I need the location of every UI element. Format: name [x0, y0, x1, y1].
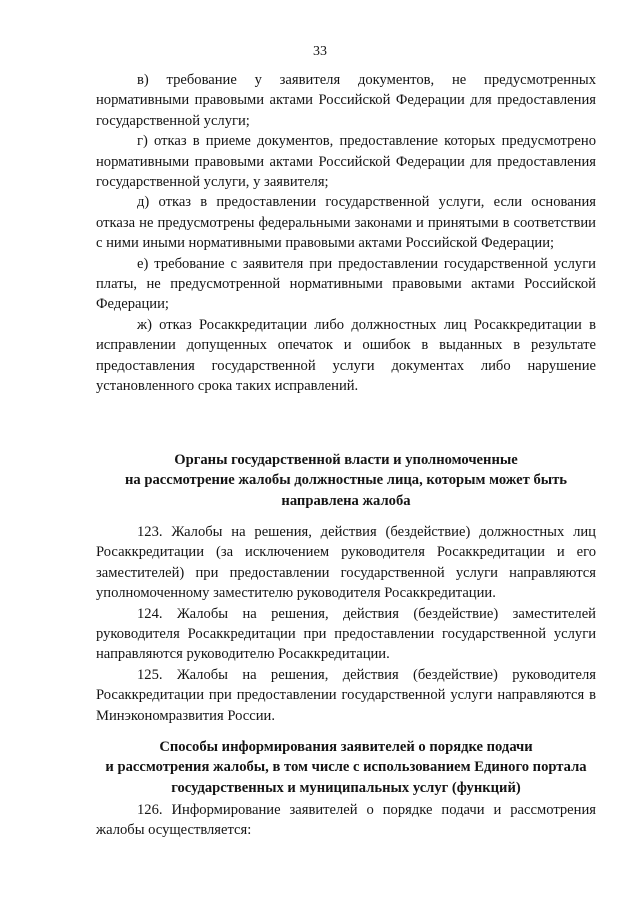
list-item-v: в) требование у заявителя документов, не предусмотренных нормативными правовыми актами Российской Федерации для предоставления государственной услуги; [96, 72, 596, 129]
section-body-authorities [96, 522, 596, 726]
heading-line: государственных и муниципальных услуг (функций) [171, 779, 521, 796]
heading-line: направлена жалоба [281, 492, 411, 509]
section-heading-informing [96, 737, 596, 798]
section-body-informing [96, 800, 596, 841]
paragraph-125: 125. Жалобы на решения, действия (бездействие) руководителя Росаккредитации при предоставлении государственной услуги направляются в Минэкономразвития России. [96, 666, 596, 724]
heading-line: на рассмотрение жалобы должностные лица, которым может быть [124, 472, 568, 489]
paragraph-124: 124. Жалобы на решения, действия (бездействие) заместителей руководителя Росаккредитации при предоставлении государственной услуги направляются руководителю Росаккредитации. [96, 605, 596, 663]
grounds-list [96, 70, 596, 397]
paragraph-123: 123. Жалобы на решения, действия (бездействие) должностных лиц Росаккредитации (за исключением руководителя Росаккредитации и его заместителей) при предоставлении государственной услуги направляются уполномоченному заместителю руководителя Росаккредитации. [96, 524, 596, 602]
heading-line: Органы государственной власти и уполномоченные [174, 452, 518, 468]
paragraph-126: 126. Информирование заявителей о порядке подачи и рассмотрения жалобы осуществляется: [96, 802, 596, 839]
list-item-d: д) отказ в предоставлении государственной услуги, если основания отказа не предусмотрены федеральными законами и принятыми в соответствии с ними иными нормативными правовыми актами Российской Федерации; [96, 194, 596, 252]
section-heading-authorities [96, 450, 596, 511]
heading-line: Способы информирования заявителей о порядке подачи [159, 739, 533, 755]
list-item-g: г) отказ в приеме документов, предоставление которых предусмотрено нормативными правовыми актами Российской Федерации для предоставления государственной услуги, у заявителя; [96, 133, 596, 191]
page-number: 33 [313, 44, 327, 59]
list-item-zh: ж) отказ Росаккредитации либо должностных лиц Росаккредитации в исправлении допущенных опечаток и ошибок в выданных в результате предоставления государственной услуги документах либо нарушение установленного срока таких исправлений. [96, 316, 596, 395]
list-item-e: е) требование с заявителя при предоставлении государственной услуги платы, не предусмотренной нормативными правовыми актами Российской Федерации; [96, 255, 596, 313]
heading-line: и рассмотрения жалобы, в том числе с использованием Единого портала [105, 759, 587, 776]
